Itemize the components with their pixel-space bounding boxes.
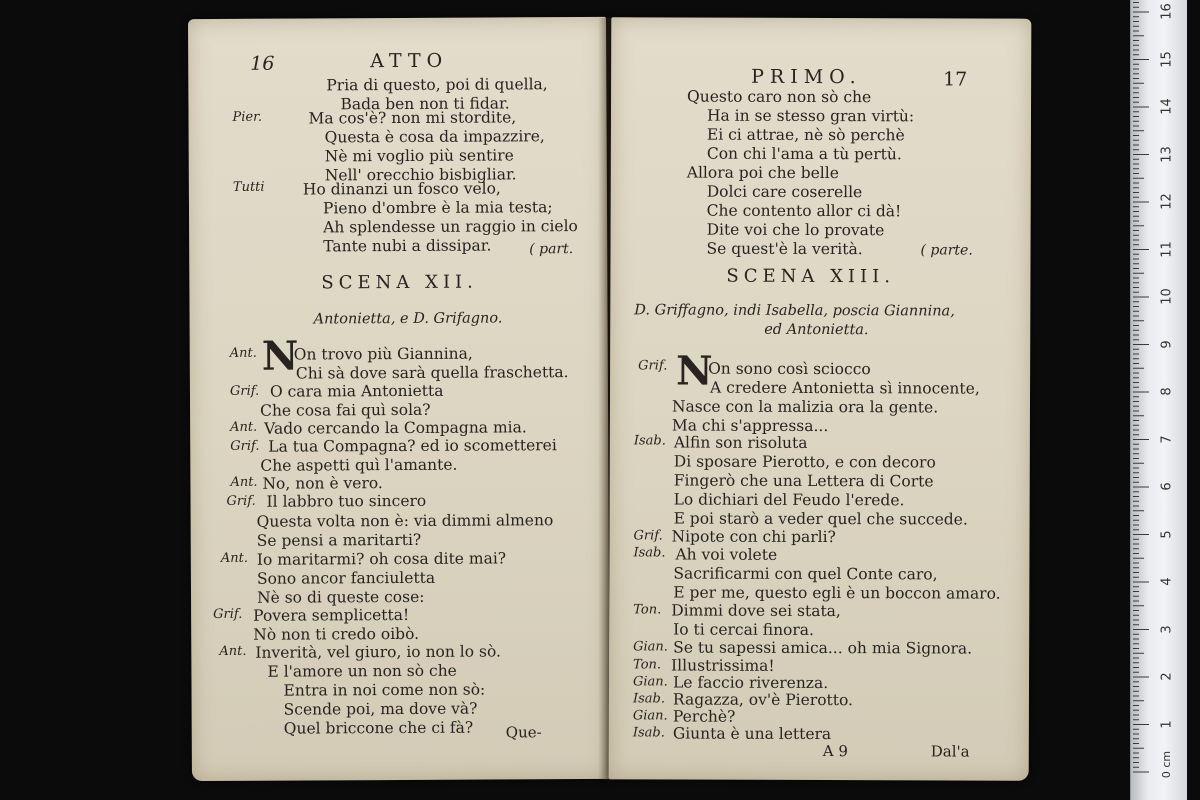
verse-line: Vado cercando la Compagna mia. bbox=[264, 418, 527, 438]
verse-line: A credere Antonietta sì innocente, bbox=[710, 378, 980, 398]
ruler-unit-label: 0 cm bbox=[1160, 750, 1174, 779]
page-number: 17 bbox=[943, 68, 968, 91]
verse-line: Scende poi, ma dove và? bbox=[283, 699, 478, 719]
speaker-label: Isab. bbox=[633, 433, 666, 449]
ruler-number: 7 bbox=[1159, 434, 1175, 444]
speaker-label: Grif. bbox=[638, 358, 668, 374]
verse-line: Ma chi s'appressa... bbox=[671, 416, 829, 436]
speaker-label: Ton. bbox=[633, 602, 662, 618]
verse-line: Povera semplicetta! bbox=[253, 605, 410, 625]
speaker-label: Ant. bbox=[229, 345, 257, 361]
scene-title: SCENA XII. bbox=[321, 271, 478, 294]
verse-line: Io maritarmi? oh cosa dite mai? bbox=[256, 549, 507, 569]
speaker-label: Grif. bbox=[633, 528, 663, 544]
speaker-label: Ant. bbox=[230, 474, 258, 490]
ruler-number: 8 bbox=[1159, 387, 1175, 396]
verse-line: Di sposare Pierotto, e con decoro bbox=[673, 452, 936, 472]
verse-line: Questo caro non sò che bbox=[687, 87, 872, 107]
verse-line: O cara mia Antonietta bbox=[269, 381, 444, 401]
verse-line: Nè so di queste cose: bbox=[256, 587, 425, 607]
verse-line: On sono così sciocco bbox=[708, 359, 871, 379]
speaker-label: Grif. bbox=[229, 383, 260, 399]
verse-line: Dolci care coserelle bbox=[706, 182, 863, 202]
stage-direction: ( part. bbox=[529, 241, 574, 258]
speaker-label: Ant. bbox=[220, 550, 248, 566]
verse-line: Che contento allor ci dà! bbox=[706, 201, 902, 221]
ruler-number: 10 bbox=[1159, 288, 1175, 305]
verse-line: Se pensi a maritarti? bbox=[256, 530, 422, 550]
drop-cap: N bbox=[261, 332, 299, 380]
verse-line: Se tu sapessi amica... oh mia Signora. bbox=[673, 638, 973, 658]
speaker-label: Gian. bbox=[633, 639, 668, 655]
speaker-label: Ant. bbox=[230, 419, 258, 435]
stage-direction: ( parte. bbox=[920, 242, 973, 259]
signature-mark: A 9 bbox=[822, 742, 848, 761]
verse-line: Questa volta non è: via dimmi almeno bbox=[256, 511, 554, 531]
verse-line: Che cosa fai quì sola? bbox=[260, 400, 431, 420]
verse-line: On trovo più Giannina, bbox=[293, 344, 473, 364]
left-page bbox=[188, 17, 610, 781]
verse-line: Fingerò che una Lettera di Corte bbox=[673, 471, 934, 491]
verse-line: Il labbro tuo sincero bbox=[266, 491, 427, 511]
catchword: Que- bbox=[505, 723, 542, 742]
speaker-label: Ton. bbox=[633, 657, 662, 673]
verse-line: Nasce con la malizia ora la gente. bbox=[671, 397, 939, 417]
verse-line: Giunta è una lettera bbox=[672, 724, 832, 744]
verse-line: Tante nubi a dissipar. bbox=[323, 236, 492, 256]
verse-line: Ma cos'è? non mi stordite, bbox=[308, 108, 517, 128]
catchword: Dal'a bbox=[930, 742, 970, 761]
verse-line: Dite voi che lo provate bbox=[706, 220, 885, 240]
scene-title: SCENA XIII. bbox=[726, 265, 896, 288]
verse-line: Bada ben non ti fidar. bbox=[340, 94, 510, 114]
verse-line: Che aspetti quì l'amante. bbox=[260, 455, 458, 475]
verse-line: Alfin son risoluta bbox=[673, 433, 808, 452]
scene-cast: ed Antonietta. bbox=[764, 321, 869, 339]
verse-line: Se quest'è la verità. bbox=[706, 239, 863, 259]
verse-line: E l'amore un non sò che bbox=[267, 661, 457, 681]
scene-cast: Antonietta, e D. Grifagno. bbox=[313, 310, 503, 328]
ruler-number: 1 bbox=[1159, 719, 1175, 729]
speaker-label: Tutti bbox=[232, 179, 265, 195]
verse-line: Le faccio riverenza. bbox=[672, 673, 829, 693]
speaker-label: Isab. bbox=[632, 725, 665, 741]
ruler-number: 14 bbox=[1159, 98, 1175, 115]
ruler-number: 11 bbox=[1159, 240, 1175, 258]
page-number: 16 bbox=[250, 52, 275, 75]
ruler-number: 6 bbox=[1159, 482, 1175, 491]
verse-line: La tua Compagna? ed io scometterei bbox=[268, 436, 557, 456]
speaker-label: Isab. bbox=[632, 691, 665, 707]
ruler-number: 2 bbox=[1159, 672, 1175, 681]
speaker-label: Grif. bbox=[226, 493, 256, 509]
verse-line: Entra in noi come non sò: bbox=[283, 680, 486, 700]
verse-line: Con chi l'ama a tù pertù. bbox=[706, 144, 902, 164]
measuring-ruler bbox=[1130, 0, 1187, 800]
verse-line: Nè mi voglio più sentire bbox=[324, 146, 514, 166]
verse-line: Inverità, vel giuro, io non lo sò. bbox=[255, 642, 501, 662]
running-head: PRIMO. bbox=[751, 65, 862, 89]
verse-line: Io ti cercai finora. bbox=[673, 620, 815, 639]
running-head: ATTO bbox=[370, 49, 449, 73]
verse-line: Ha in se stesso gran virtù: bbox=[706, 106, 915, 126]
speaker-label: Grif. bbox=[213, 606, 243, 622]
verse-line: No, non è vero. bbox=[262, 474, 383, 493]
verse-line: Pria di questo, poi di quella, bbox=[326, 75, 548, 95]
verse-line: Chi sà dove sarà quella fraschetta. bbox=[295, 363, 569, 383]
speaker-label: Gian. bbox=[632, 674, 668, 690]
ruler-number: 16 bbox=[1159, 3, 1175, 20]
ruler-number: 12 bbox=[1159, 193, 1175, 210]
verse-line: Perchè? bbox=[672, 707, 736, 726]
verse-line: E per me, questo egli è un boccon amaro. bbox=[673, 583, 1001, 603]
verse-line: Sacrificarmi con quel Conte caro, bbox=[673, 564, 938, 584]
verse-line: Ah voi volete bbox=[675, 545, 778, 564]
verse-line: Pieno d'ombre è la mia testa; bbox=[322, 198, 553, 218]
speaker-label: Pier. bbox=[232, 109, 263, 125]
scene-cast: D. Griffagno, indi Isabella, poscia Giannina, bbox=[634, 302, 955, 320]
ruler-number: 15 bbox=[1159, 50, 1175, 68]
verse-line: Quel briccone che ci fà? bbox=[283, 718, 474, 738]
verse-line: Ragazza, ov'è Pierotto. bbox=[672, 690, 854, 710]
verse-line: Nell' orecchio bisbigliar. bbox=[324, 165, 517, 185]
verse-line: Allora poi che belle bbox=[686, 163, 839, 183]
ruler-number: 3 bbox=[1159, 624, 1175, 634]
verse-line: Illustrissima! bbox=[671, 656, 775, 675]
verse-line: Ei ci attrae, nè sò perchè bbox=[706, 125, 905, 145]
verse-line: Ah splendesse un raggio in cielo bbox=[323, 217, 578, 237]
verse-line: Nipote con chi parli? bbox=[671, 527, 836, 547]
right-page bbox=[609, 17, 1032, 780]
speaker-label: Isab. bbox=[633, 545, 666, 561]
ruler-number: 13 bbox=[1159, 145, 1175, 163]
speaker-label: Gian. bbox=[632, 708, 668, 724]
ruler-number: 9 bbox=[1159, 339, 1175, 349]
verse-line: Nò non ti credo oibò. bbox=[253, 624, 420, 644]
ruler-number: 4 bbox=[1159, 577, 1175, 586]
ruler-number: 5 bbox=[1159, 529, 1175, 539]
verse-line: Questa è cosa da impazzire, bbox=[324, 127, 545, 147]
verse-line: Lo dichiari del Feudo l'erede. bbox=[673, 490, 905, 510]
drop-cap: N bbox=[676, 347, 713, 395]
speaker-label: Grif. bbox=[230, 438, 260, 454]
verse-line: E poi starò a veder quel che succede. bbox=[673, 509, 968, 529]
speaker-label: Ant. bbox=[219, 643, 247, 659]
verse-line: Ho dinanzi un fosco velo, bbox=[302, 179, 501, 199]
verse-line: Dimmi dove sei stata, bbox=[671, 601, 841, 621]
verse-line: Sono ancor fanciuletta bbox=[256, 568, 436, 588]
